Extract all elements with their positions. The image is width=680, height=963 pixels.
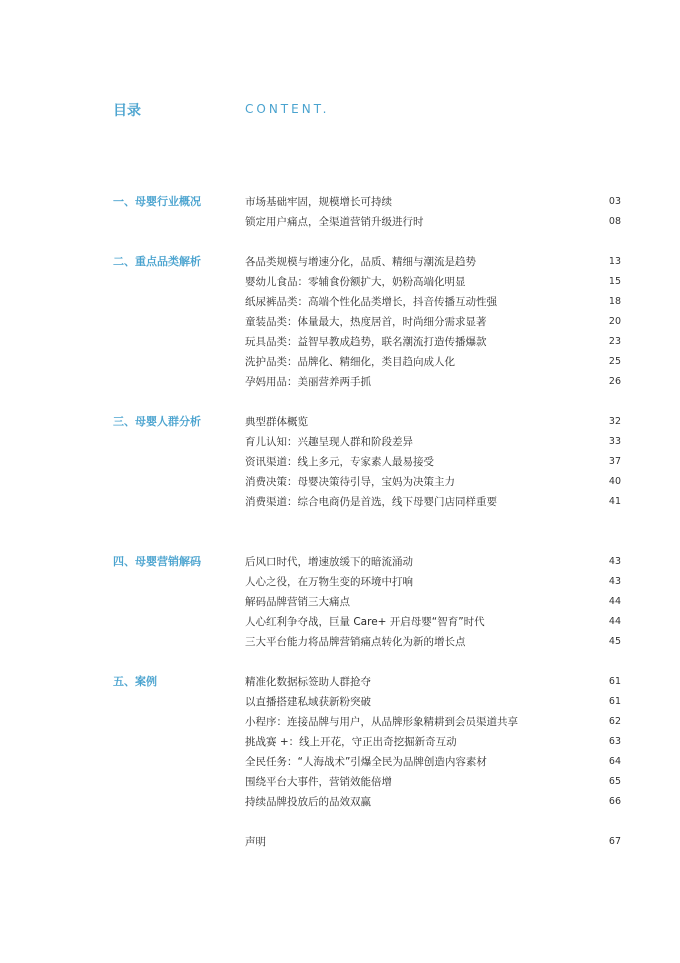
entry-title: 挑战赛 +：线上开花，守正出奇挖掘新奇互动 (245, 736, 457, 748)
toc-entry[interactable] (245, 495, 621, 509)
toc-entry[interactable] (245, 635, 621, 649)
entry-page-number: 37 (608, 456, 621, 467)
entry-title: 后风口时代，增速放缓下的暗流涌动 (245, 556, 413, 568)
entry-title: 童装品类：体量最大，热度居首，时尚细分需求显著 (245, 316, 487, 328)
entry-page-number: 08 (608, 216, 621, 227)
section-heading[interactable]: 二、重点品类解析 (113, 255, 201, 268)
entry-title: 锁定用户痛点，全渠道营销升级进行时 (245, 216, 424, 228)
entry-page-number: 13 (608, 256, 621, 267)
entry-page-number: 43 (608, 576, 621, 587)
entry-page-number: 64 (608, 756, 621, 767)
entry-title: 消费渠道：综合电商仍是首选，线下母婴门店同样重要 (245, 496, 497, 508)
toc-entry[interactable] (245, 475, 621, 489)
toc-entry[interactable] (245, 695, 621, 709)
toc-entry[interactable] (245, 755, 621, 769)
entry-title: 孕妈用品：美丽营养两手抓 (245, 376, 371, 388)
entry-title: 持续品牌投放后的品效双赢 (245, 796, 371, 808)
entry-title: 各品类规模与增速分化，品质、精细与潮流是趋势 (245, 256, 476, 268)
toc-entry[interactable] (245, 595, 621, 609)
entry-title: 声明 (245, 836, 266, 848)
entry-page-number: 66 (608, 796, 621, 807)
toc-entry[interactable] (245, 435, 621, 449)
entry-page-number: 43 (608, 556, 621, 567)
entry-page-number: 61 (608, 696, 621, 707)
toc-entry[interactable] (245, 555, 621, 569)
toc-entry[interactable] (245, 415, 621, 429)
entry-page-number: 44 (608, 596, 621, 607)
entry-page-number: 40 (608, 476, 621, 487)
entry-page-number: 65 (608, 776, 621, 787)
entry-title: 纸尿裤品类：高端个性化品类增长，抖音传播互动性强 (245, 296, 497, 308)
entry-page-number: 25 (608, 356, 621, 367)
entry-title: 洗护品类：品牌化、精细化，类目趋向成人化 (245, 356, 455, 368)
entry-page-number: 44 (608, 616, 621, 627)
entry-page-number: 20 (608, 316, 621, 327)
toc-entry[interactable] (245, 335, 621, 349)
section-heading[interactable]: 五、案例 (113, 675, 157, 688)
entry-title: 小程序：连接品牌与用户，从品牌形象精耕到会员渠道共享 (245, 716, 518, 728)
entry-title: 玩具品类：益智早教成趋势，联名潮流打造传播爆款 (245, 336, 487, 348)
toc-entry[interactable] (245, 195, 621, 209)
entry-title: 市场基础牢固，规模增长可持续 (245, 196, 392, 208)
toc-entry[interactable] (245, 735, 621, 749)
entry-page-number: 15 (608, 276, 621, 287)
entry-title: 典型群体概览 (245, 416, 308, 428)
entry-page-number: 63 (608, 736, 621, 747)
entry-title: 全民任务：“人海战术”引爆全民为品牌创造内容素材 (245, 756, 487, 768)
toc-entry[interactable] (245, 355, 621, 369)
entry-title: 消费决策：母婴决策待引导，宝妈为决策主力 (245, 476, 455, 488)
entry-title: 三大平台能力将品牌营销痛点转化为新的增长点 (245, 636, 466, 648)
toc-entry[interactable] (245, 775, 621, 789)
entry-page-number: 67 (608, 836, 621, 847)
entry-page-number: 26 (608, 376, 621, 387)
toc-entry[interactable] (245, 275, 621, 289)
toc-entry[interactable] (245, 675, 621, 689)
page-title: 目录 (113, 103, 141, 119)
entry-title: 育儿认知：兴趣呈现人群和阶段差异 (245, 436, 413, 448)
section-heading[interactable]: 一、母婴行业概况 (113, 195, 201, 208)
toc-entry[interactable] (245, 455, 621, 469)
toc-entry[interactable] (245, 295, 621, 309)
entry-title: 围绕平台大事件，营销效能倍增 (245, 776, 392, 788)
entry-title: 人心之役，在万物生变的环境中打响 (245, 576, 413, 588)
toc-entry[interactable] (245, 575, 621, 589)
toc-entry[interactable] (245, 615, 621, 629)
entry-page-number: 62 (608, 716, 621, 727)
section-heading[interactable]: 四、母婴营销解码 (113, 555, 201, 568)
page-title-en: CONTENT. (245, 102, 330, 116)
entry-title: 人心红利争夺战，巨量 Care+ 开启母婴“智育”时代 (245, 616, 485, 628)
entry-page-number: 33 (608, 436, 621, 447)
toc-entry[interactable] (245, 715, 621, 729)
entry-title: 婴幼儿食品：零辅食份额扩大，奶粉高端化明显 (245, 276, 466, 288)
toc-entry[interactable] (245, 315, 621, 329)
entry-page-number: 45 (608, 636, 621, 647)
toc-entry[interactable] (245, 255, 621, 269)
entry-page-number: 23 (608, 336, 621, 347)
toc-entry[interactable] (245, 375, 621, 389)
entry-title: 以直播搭建私域获新粉突破 (245, 696, 371, 708)
entry-title: 精准化数据标签助人群抢夺 (245, 676, 371, 688)
entry-page-number: 03 (608, 196, 621, 207)
toc-entry[interactable] (245, 795, 621, 809)
entry-title: 解码品牌营销三大痛点 (245, 596, 350, 608)
entry-page-number: 61 (608, 676, 621, 687)
entry-page-number: 32 (608, 416, 621, 427)
toc-entry[interactable] (245, 215, 621, 229)
entry-title: 资讯渠道：线上多元，专家素人最易接受 (245, 456, 434, 468)
toc-entry[interactable] (245, 835, 621, 849)
section-heading[interactable]: 三、母婴人群分析 (113, 415, 201, 428)
entry-page-number: 18 (608, 296, 621, 307)
entry-page-number: 41 (608, 496, 621, 507)
